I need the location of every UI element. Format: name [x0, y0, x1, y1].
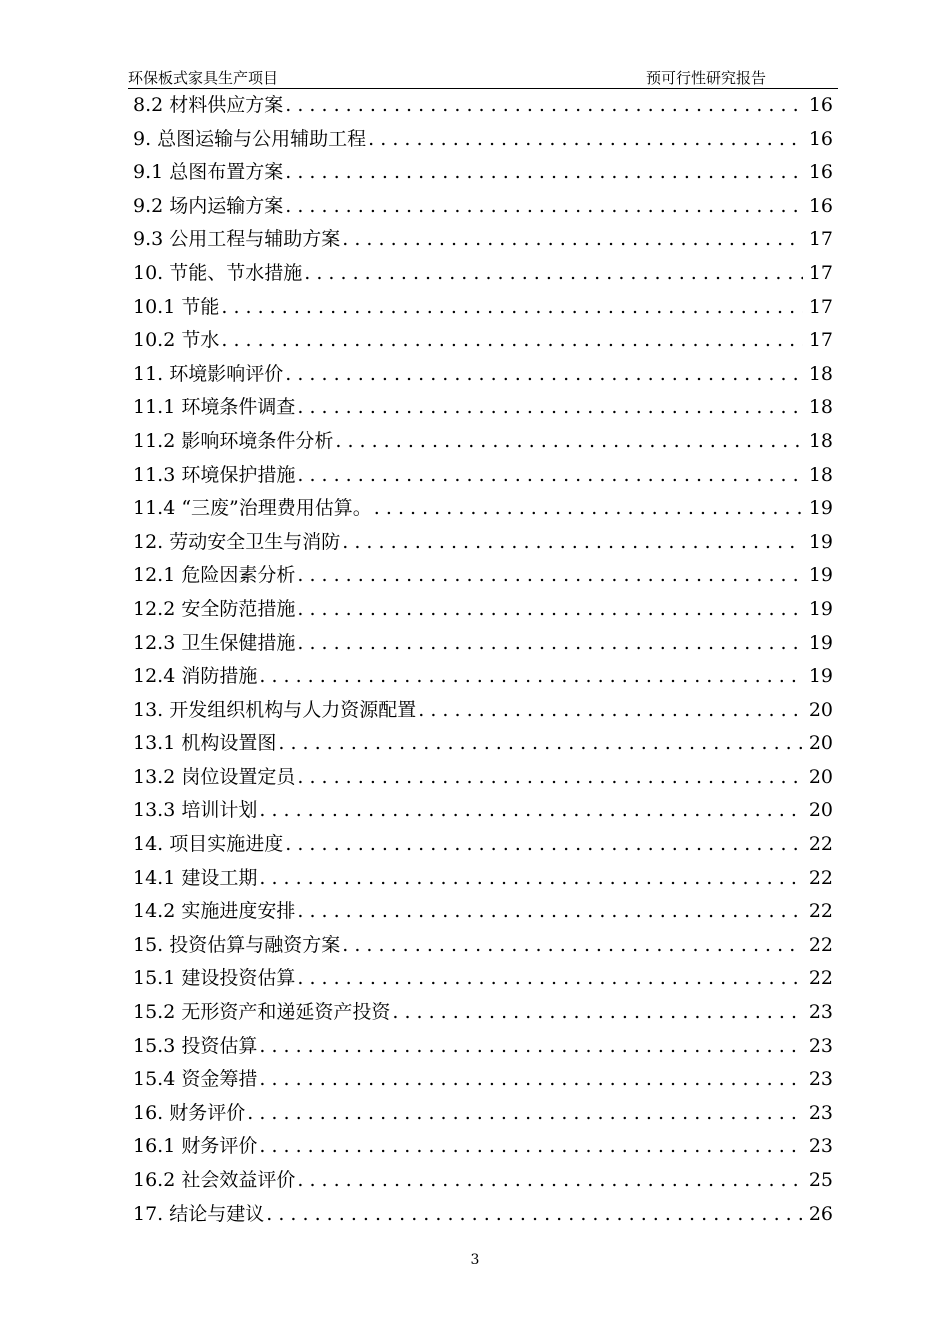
toc-entry[interactable] [133, 593, 833, 627]
toc-entry-title: 17. 结论与建议 [133, 1202, 265, 1225]
toc-entry-title: 11. 环境影响评价 [133, 362, 284, 385]
toc-dot-leader [285, 156, 803, 190]
toc-entry-page: 18 [808, 396, 833, 419]
toc-entry[interactable] [133, 190, 833, 224]
toc-entry-page: 20 [808, 698, 833, 721]
page-header [128, 63, 838, 89]
toc-entry-title: 12.3 卫生保健措施 [133, 631, 296, 654]
toc-dot-leader [259, 1130, 803, 1164]
toc-entry-title: 12. 劳动安全卫生与消防 [133, 530, 341, 553]
toc-entry-title: 16. 财务评价 [133, 1101, 246, 1124]
toc-entry-page: 23 [808, 1101, 833, 1124]
toc-entry-page: 19 [808, 564, 833, 587]
toc-entry-title: 8.2 材料供应方案 [133, 94, 284, 116]
toc-dot-leader [297, 391, 803, 425]
table-of-contents [133, 89, 833, 1231]
toc-entry-page: 17 [808, 329, 833, 352]
toc-dot-leader [247, 1097, 803, 1131]
toc-entry[interactable] [133, 862, 833, 896]
toc-entry-title: 9.2 场内运输方案 [133, 194, 284, 217]
header-project-title: 环保板式家具生产项目 [128, 69, 279, 87]
toc-entry-page: 23 [808, 1034, 833, 1057]
toc-entry-title: 12.4 消防措施 [133, 665, 258, 688]
toc-entry-title: 15. 投资估算与融资方案 [133, 933, 341, 956]
toc-dot-leader [278, 727, 803, 761]
toc-dot-leader [342, 223, 803, 257]
toc-dot-leader [297, 559, 803, 593]
toc-entry-page: 20 [808, 732, 833, 755]
toc-dot-leader [221, 324, 803, 358]
toc-entry-title: 11.3 环境保护措施 [133, 463, 296, 486]
toc-entry[interactable] [133, 1130, 833, 1164]
toc-entry[interactable] [133, 257, 833, 291]
toc-entry-title: 12.2 安全防范措施 [133, 597, 296, 620]
toc-entry-title: 14.1 建设工期 [133, 866, 258, 889]
toc-entry[interactable] [133, 895, 833, 929]
toc-dot-leader [342, 929, 803, 963]
toc-entry[interactable] [133, 156, 833, 190]
toc-entry[interactable] [133, 962, 833, 996]
toc-entry-title: 15.4 资金筹措 [133, 1068, 258, 1091]
toc-entry[interactable] [133, 1063, 833, 1097]
toc-entry-page: 19 [808, 597, 833, 620]
toc-dot-leader [285, 190, 803, 224]
toc-entry-title: 9.1 总图布置方案 [133, 161, 284, 184]
toc-entry-title: 16.2 社会效益评价 [133, 1169, 296, 1191]
toc-dot-leader [285, 89, 803, 123]
toc-entry-page: 25 [808, 1169, 833, 1191]
toc-entry-page: 22 [808, 900, 833, 923]
toc-entry-title: 9. 总图运输与公用辅助工程 [133, 127, 367, 150]
page-number: 3 [470, 1252, 480, 1268]
toc-dot-leader [335, 425, 803, 459]
toc-entry-page: 20 [808, 799, 833, 822]
toc-entry-page: 23 [808, 1135, 833, 1158]
toc-entry-page: 19 [808, 497, 833, 520]
toc-entry-title: 15.2 无形资产和递延资产投资 [133, 1001, 391, 1024]
toc-dot-leader [285, 828, 803, 862]
toc-entry[interactable] [133, 660, 833, 694]
toc-entry-page: 22 [808, 833, 833, 856]
toc-entry-page: 19 [808, 665, 833, 688]
toc-entry-title: 10.2 节水 [133, 329, 220, 352]
toc-entry-title: 14. 项目实施进度 [133, 833, 284, 856]
toc-entry[interactable] [133, 929, 833, 963]
toc-entry-title: 14.2 实施进度安排 [133, 900, 296, 923]
toc-entry[interactable] [133, 459, 833, 493]
toc-dot-leader [297, 593, 803, 627]
toc-dot-leader [297, 1164, 803, 1198]
toc-dot-leader [342, 526, 803, 560]
toc-entry-page: 19 [808, 530, 833, 553]
toc-entry[interactable] [133, 89, 833, 123]
toc-entry-page: 18 [808, 463, 833, 486]
toc-entry-title: 13. 开发组织机构与人力资源配置 [133, 698, 417, 721]
toc-entry-title: 16.1 财务评价 [133, 1135, 258, 1158]
toc-entry[interactable] [133, 1097, 833, 1131]
toc-dot-leader [418, 694, 803, 728]
toc-entry[interactable] [133, 627, 833, 661]
toc-entry-page: 16 [808, 161, 833, 184]
toc-entry[interactable] [133, 1164, 833, 1198]
toc-entry-page: 23 [808, 1001, 833, 1024]
toc-entry-title: 9.3 公用工程与辅助方案 [133, 228, 341, 251]
toc-entry[interactable] [133, 761, 833, 795]
toc-entry-page: 17 [808, 295, 833, 318]
toc-entry-title: 11.4 “三废”治理费用估算。 [133, 497, 372, 520]
toc-entry[interactable] [133, 794, 833, 828]
toc-entry[interactable] [133, 425, 833, 459]
toc-entry[interactable] [133, 492, 833, 526]
toc-entry-page: 22 [808, 866, 833, 889]
toc-dot-leader [304, 257, 803, 291]
toc-entry[interactable] [133, 391, 833, 425]
toc-dot-leader [392, 996, 803, 1030]
toc-dot-leader [297, 962, 803, 996]
toc-entry-page: 22 [808, 933, 833, 956]
toc-dot-leader [297, 761, 803, 795]
toc-dot-leader [259, 794, 803, 828]
toc-dot-leader [259, 862, 803, 896]
toc-entry-title: 13.2 岗位设置定员 [133, 765, 296, 788]
toc-entry[interactable] [133, 559, 833, 593]
toc-entry-page: 20 [808, 765, 833, 788]
toc-entry-title: 12.1 危险因素分析 [133, 564, 296, 587]
toc-entry[interactable] [133, 1030, 833, 1064]
toc-entry-page: 19 [808, 631, 833, 654]
toc-entry[interactable] [133, 324, 833, 358]
toc-dot-leader [374, 492, 803, 526]
toc-entry[interactable] [133, 358, 833, 392]
toc-dot-leader [259, 1063, 803, 1097]
toc-entry-title: 13.1 机构设置图 [133, 732, 277, 755]
toc-entry-title: 13.3 培训计划 [133, 799, 258, 822]
toc-dot-leader [285, 358, 803, 392]
toc-entry-page: 26 [808, 1202, 833, 1225]
toc-dot-leader [368, 123, 803, 157]
toc-entry-page: 16 [808, 94, 833, 116]
toc-entry-title: 15.3 投资估算 [133, 1034, 258, 1057]
toc-dot-leader [266, 1198, 803, 1232]
toc-entry[interactable] [133, 223, 833, 257]
toc-dot-leader [297, 459, 803, 493]
header-report-type: 预可行性研究报告 [645, 69, 766, 87]
toc-entry[interactable] [133, 727, 833, 761]
toc-dot-leader [297, 627, 803, 661]
toc-entry-title: 11.1 环境条件调查 [133, 396, 296, 419]
toc-entry-page: 16 [808, 194, 833, 217]
toc-dot-leader [221, 291, 803, 325]
toc-dot-leader [259, 660, 803, 694]
toc-dot-leader [297, 895, 803, 929]
toc-entry-title: 10.1 节能 [133, 295, 220, 318]
toc-entry[interactable] [133, 526, 833, 560]
toc-entry-title: 15.1 建设投资估算 [133, 967, 296, 990]
toc-entry-page: 18 [808, 362, 833, 385]
toc-entry[interactable] [133, 123, 833, 157]
toc-entry-page: 23 [808, 1068, 833, 1091]
toc-entry-page: 22 [808, 967, 833, 990]
toc-entry[interactable] [133, 694, 833, 728]
toc-entry-page: 18 [808, 429, 833, 452]
toc-entry-page: 17 [808, 261, 833, 284]
toc-dot-leader [259, 1030, 803, 1064]
toc-entry[interactable] [133, 828, 833, 862]
toc-entry[interactable] [133, 1198, 833, 1232]
toc-entry-page: 16 [808, 127, 833, 150]
toc-entry-title: 10. 节能、节水措施 [133, 261, 303, 284]
toc-entry-title: 11.2 影响环境条件分析 [133, 429, 334, 452]
toc-entry[interactable] [133, 996, 833, 1030]
toc-entry-page: 17 [808, 228, 833, 251]
toc-entry[interactable] [133, 291, 833, 325]
